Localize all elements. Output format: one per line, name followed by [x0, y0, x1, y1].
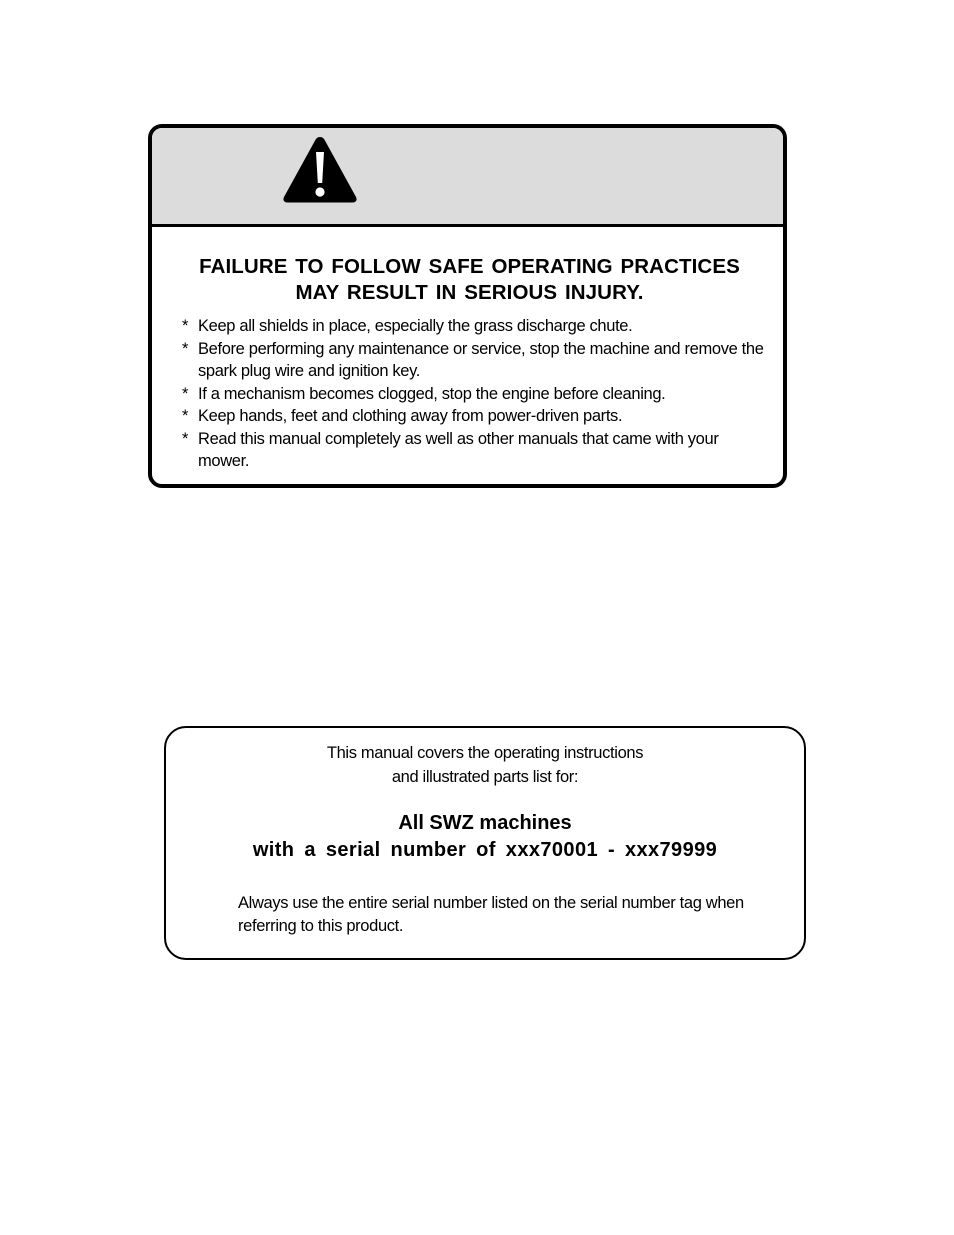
warning-item-text: If a mechanism becomes clogged, stop the engine before cleaning.: [198, 384, 666, 403]
warning-list-item: [180, 428, 770, 473]
serial-range-line: with a serial number of xxx70001 - xxx79999: [252, 838, 718, 861]
warning-list-item: [180, 405, 770, 428]
warning-item-text: Read this manual completely as well as other manuals that came with your mower.: [198, 429, 719, 470]
warning-list: [180, 315, 770, 473]
safety-warning-decal: [148, 124, 787, 488]
bullet-marker: *: [182, 429, 189, 448]
exclamation-triangle-icon: [281, 134, 359, 204]
warning-header-band: [152, 128, 783, 227]
coverage-intro-line: This manual covers the operating instructions: [326, 744, 644, 762]
warning-list-item: [180, 383, 770, 406]
warning-body: [152, 227, 783, 484]
serial-number-note: Always use the entire serial number listed on the serial number tag when referring to this product.: [238, 894, 744, 935]
warning-item-text: Before performing any maintenance or service, stop the machine and remove the spark plug wire and ignition key.: [198, 339, 764, 380]
coverage-intro: [166, 742, 804, 789]
warning-item-text: Keep hands, feet and clothing away from power-driven parts.: [198, 407, 623, 425]
warning-item-text: Keep all shields in place, especially the grass discharge chute.: [198, 317, 633, 335]
bullet-marker: *: [182, 384, 189, 403]
coverage-intro-line: and illustrated parts list for:: [391, 767, 579, 786]
bullet-marker: *: [182, 317, 189, 335]
coverage-models: [166, 810, 804, 863]
bullet-marker: *: [182, 339, 189, 358]
bullet-marker: *: [182, 407, 189, 425]
models-line: All SWZ machines: [398, 812, 572, 834]
manual-coverage-box: [164, 726, 806, 960]
warning-headline: FAILURE TO FOLLOW SAFE OPERATING PRACTICES MAY RESULT IN SERIOUS INJURY.: [199, 255, 740, 304]
warning-list-item: [180, 315, 770, 338]
warning-list-item: [180, 338, 770, 383]
